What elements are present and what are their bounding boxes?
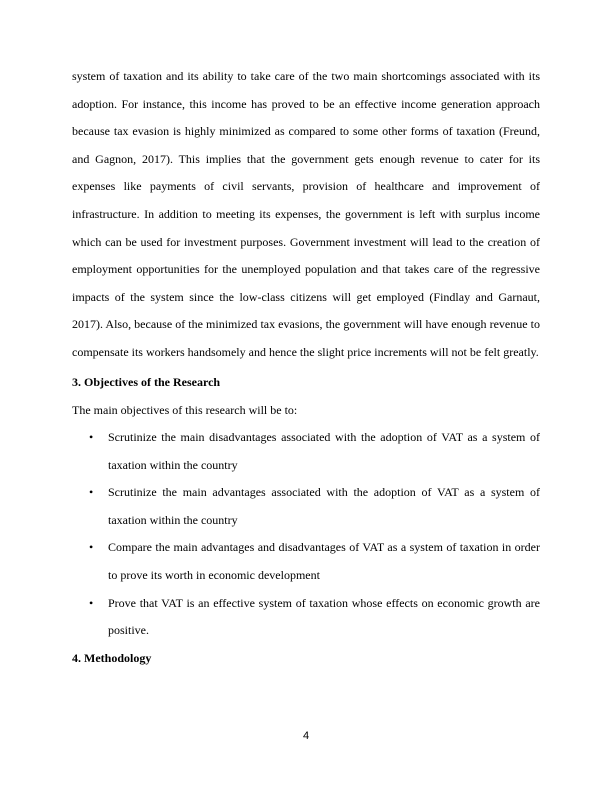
- page-number: 4: [302, 730, 310, 742]
- list-item: [72, 534, 540, 589]
- bullet-icon: •: [89, 595, 94, 610]
- objectives-list: [72, 424, 540, 645]
- section-heading-objectives: 3. Objectives of the Research: [72, 375, 221, 389]
- bullet-icon: •: [89, 430, 94, 444]
- list-item: [72, 590, 540, 645]
- bullet-icon: •: [89, 540, 94, 555]
- objectives-intro: The main objectives of this research will be to:: [72, 403, 298, 417]
- bullet-icon: •: [89, 485, 94, 500]
- list-item-text: Prove that VAT is an effective system of taxation whose effects on economic growth are positive.: [108, 595, 540, 638]
- section-heading-methodology: 4. Methodology: [72, 651, 152, 665]
- list-item: [72, 479, 540, 534]
- list-item-text: Scrutinize the main disadvantages associated with the adoption of VAT as a system of taxation within the country: [108, 430, 540, 472]
- list-item-text: Scrutinize the main advantages associated with the adoption of VAT as a system of taxation within the country: [108, 485, 540, 527]
- list-item: [72, 424, 540, 479]
- body-paragraph: system of taxation and its ability to take care of the two main shortcomings associated with its adoption. For instance, this income has proved to be an effective income generation approach because tax evasion is highly minimized as compared to some other forms of taxation (Freund, and Gagnon, 2017). This implies that the government gets enough revenue to cater for its expenses like payments of civil servants, provision of healthcare and improvement of infrastructure. In addition to meeting its expenses, the government is left with surplus income which can be used for investment purposes. Government investment will lead to the creation of employment opportunities for the unemployed population and that takes care of the regressive impacts of the system since the low-class citizens will get employed (Findlay and Garnaut, 2017). Also, because of the minimized tax evasions, the government will have enough revenue to compensate its workers handsomely and hence the slight price increments will not be felt greatly.: [72, 69, 540, 359]
- list-item-text: Compare the main advantages and disadvantages of VAT as a system of taxation in order to prove its worth in economic development: [108, 540, 540, 582]
